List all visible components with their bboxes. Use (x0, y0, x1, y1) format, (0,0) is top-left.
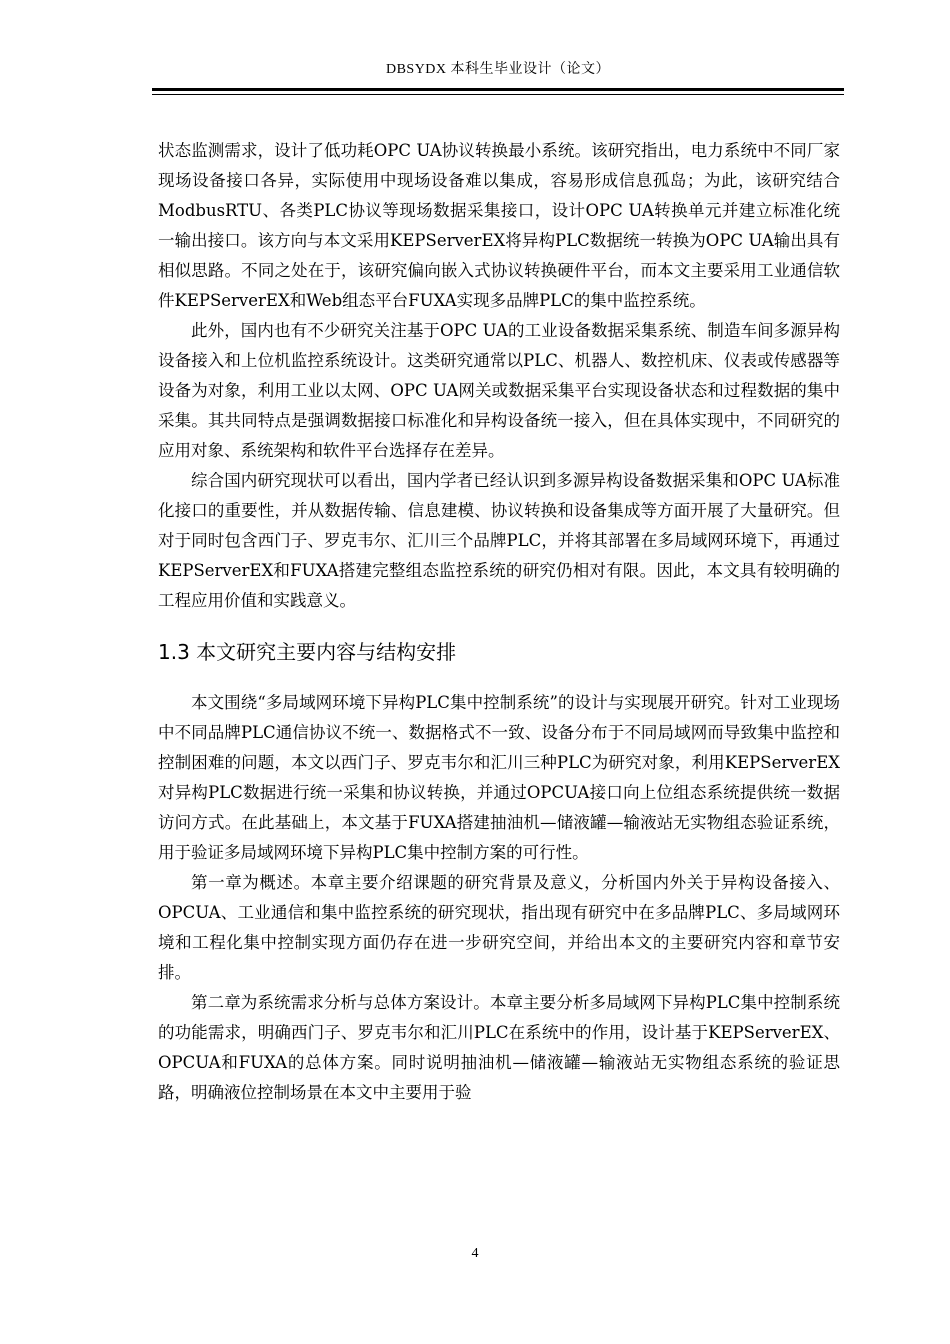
page-content (158, 136, 840, 1108)
section-heading: 1.3 本文研究主要内容与结构安排 (158, 640, 457, 664)
paragraph-main-content: 本文围绕“多局域网环境下异构PLC集中控制系统”的设计与实现展开研究。针对工业现场中不同品牌PLC通信协议不统一、数据格式不一致、设备分布于不同局域网而导致集中监控和控制困难的问题，本文以西门子、罗克韦尔和汇川三种PLC为研究对象，利用KEPServerEX对异构PLC数据进行统一采集和协议转换，并通过OPCUA接口向上位组态系统提供统一数据访问方式。在此基础上，本文基于FUXA搭建抽油机—储液罐—输液站无实物组态验证系统，用于验证多局域网环境下异构PLC集中控制方案的可行性。 (158, 693, 840, 862)
running-header: DBSYDX 本科生毕业设计（论文） (385, 62, 611, 77)
paragraph-research-summary: 综合国内研究现状可以看出，国内学者已经认识到多源异构设备数据采集和OPC UA标准化接口的重要性，并从数据传输、信息建模、协议转换和设备集成等方面开展了大量研究。但对于同时包含西门子、罗克韦尔、汇川三个品牌PLC，并将其部署在多局域网环境下，再通过KEPServerEX和FUXA搭建完整组态监控系统的研究仍相对有限。因此，本文具有较明确的工程应用价值和实践意义。 (158, 471, 840, 610)
page-number: 4 (471, 1246, 479, 1261)
paragraph-domestic-research: 此外，国内也有不少研究关注基于OPC UA的工业设备数据采集系统、制造车间多源异构设备接入和上位机监控系统设计。这类研究通常以PLC、机器人、数控机床、仪表或传感器等设备为对象，利用工业以太网、OPC UA网关或数据采集平台实现设备状态和过程数据的集中采集。其共同特点是强调数据接口标准化和异构设备统一接入，但在具体实现中，不同研究的应用对象、系统架构和软件平台选择存在差异。 (158, 321, 840, 460)
paragraph-chapter-one: 第一章为概述。本章主要介绍课题的研究背景及意义，分析国内外关于异构设备接入、OPCUA、工业通信和集中监控系统的研究现状，指出现有研究中在多品牌PLC、多局域网环境和工程化集中控制实现方面仍存在进一步研究空间，并给出本文的主要研究内容和章节安排。 (158, 873, 840, 982)
header-rule-thick (152, 88, 844, 91)
header-rule-thin (152, 94, 844, 95)
paragraph-chapter-two: 第二章为系统需求分析与总体方案设计。本章主要分析多局域网下异构PLC集中控制系统的功能需求，明确西门子、罗克韦尔和汇川PLC在系统中的作用，设计基于KEPServerEX、OPCUA和FUXA的总体方案。同时说明抽油机—储液罐—输液站无实物组态系统的验证思路，明确液位控制场景在本文中主要用于验 (158, 993, 840, 1102)
paragraph-continued: 状态监测需求，设计了低功耗OPC UA协议转换最小系统。该研究指出，电力系统中不同厂家现场设备接口各异，实际使用中现场设备难以集成，容易形成信息孤岛；为此，该研究结合ModbusRTU、各类PLC协议等现场数据采集接口，设计OPC UA转换单元并建立标准化统一输出接口。该方向与本文采用KEPServerEX将异构PLC数据统一转换为OPC UA输出具有相似思路。不同之处在于，该研究偏向嵌入式协议转换硬件平台，而本文主要采用工业通信软件KEPServerEX和Web组态平台FUXA实现多品牌PLC的集中监控系统。 (158, 141, 840, 310)
